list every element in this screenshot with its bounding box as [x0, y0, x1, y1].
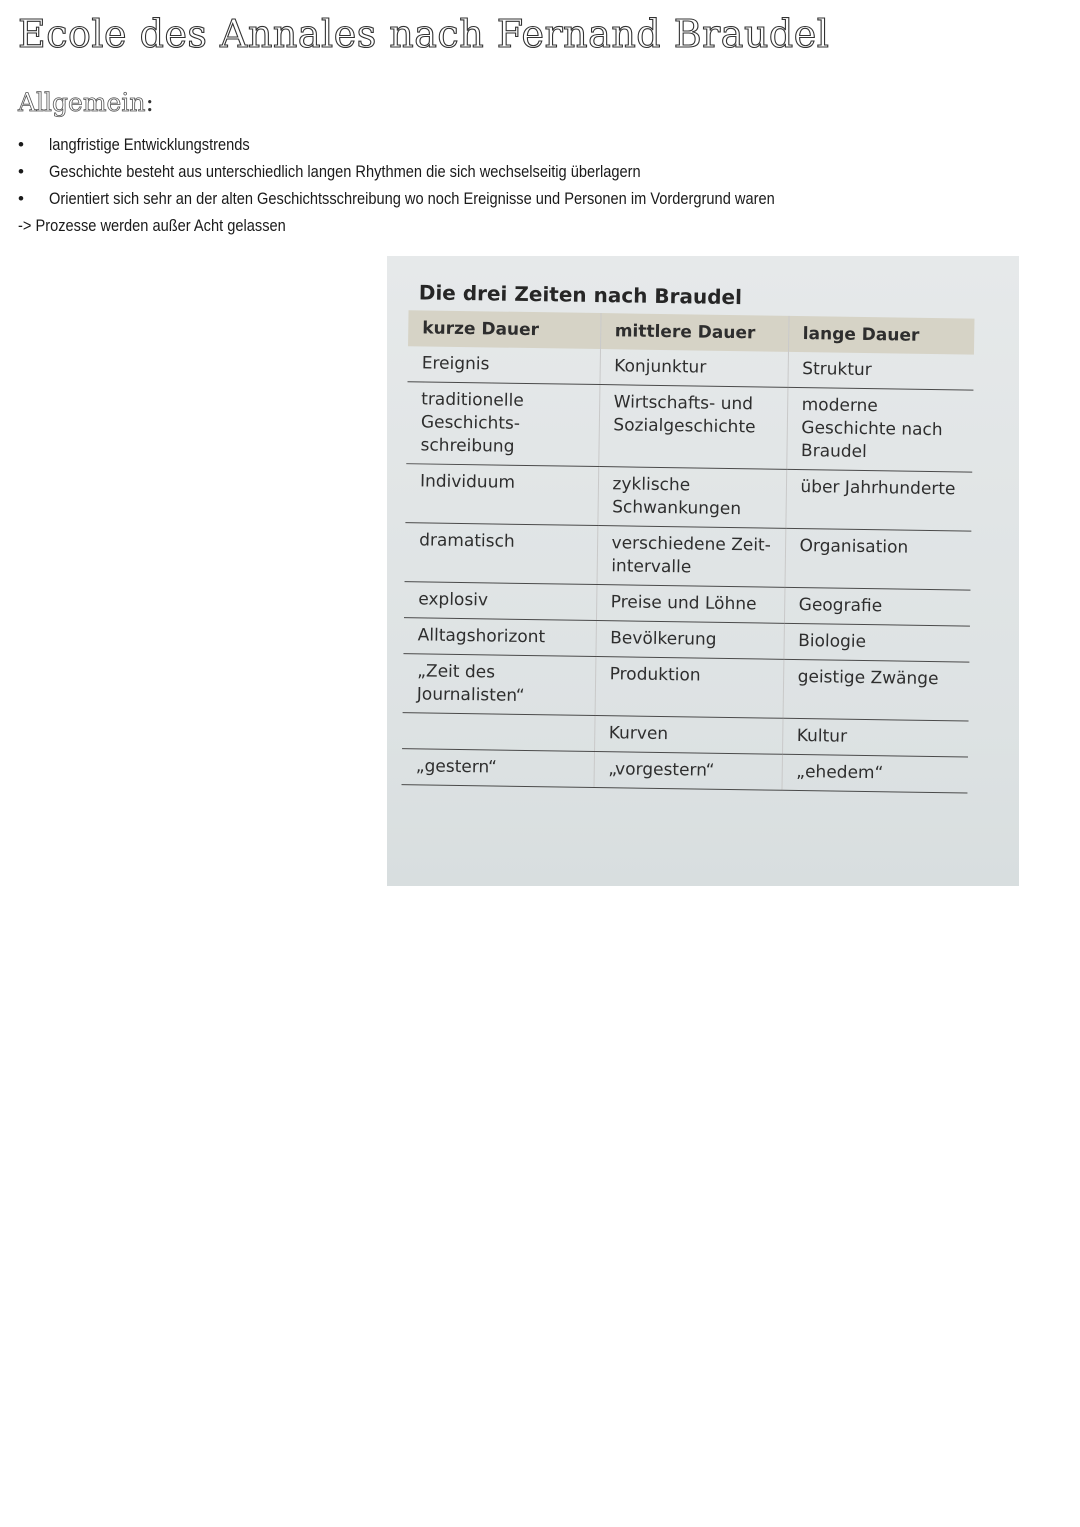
- table-cell: Konjunktur: [599, 349, 788, 387]
- document-title: Ecole des Annales nach Fernand Braudel: [18, 12, 830, 56]
- table-cell: verschiedene Zeit- intervalle: [597, 526, 786, 588]
- table-cell: „vorgestern“: [593, 752, 782, 791]
- table-cell: Biologie: [783, 623, 970, 662]
- table-cell: Struktur: [787, 352, 974, 390]
- bullet-text: Geschichte besteht aus unterschiedlich langen Rhythmen die sich wechselseitig überlagern: [49, 162, 641, 181]
- section-heading-allgemein: [18, 88, 154, 117]
- table-row: [402, 749, 968, 793]
- table-cell: „Zeit des Journalisten“: [403, 654, 596, 716]
- table-photo-content: [388, 280, 985, 794]
- table-cell: Wirtschafts- und Sozialgeschichte: [598, 385, 787, 470]
- table-row: [405, 523, 972, 590]
- table-title: Die drei Zeiten nach Braudel: [418, 280, 743, 310]
- table-row: [405, 464, 972, 531]
- table-cell: Ereignis: [407, 346, 600, 384]
- table-cell: Preise und Löhne: [596, 585, 785, 624]
- table-cell: Individuum: [405, 464, 598, 526]
- table-cell: Kurven: [594, 716, 783, 755]
- bullet-item: [18, 185, 893, 212]
- table-cell: zyklische Schwankungen: [597, 467, 786, 529]
- bullet-text: Orientiert sich sehr an der alten Geschichtsschreibung wo noch Ereignisse und Personen im Vordergrund waren: [49, 189, 775, 208]
- bullet-dot-icon: •: [18, 162, 24, 181]
- table-cell: dramatisch: [405, 523, 598, 585]
- bullet-dot-icon: •: [18, 135, 24, 154]
- section-heading-colon: :: [145, 88, 154, 117]
- table-cell: Alltagshorizont: [403, 618, 596, 657]
- table-cell: über Jahrhunderte: [785, 469, 972, 531]
- table-cell: „gestern“: [402, 749, 595, 788]
- column-header-long: lange Dauer: [788, 316, 975, 355]
- table-row: [406, 382, 973, 472]
- table-cell: „ehedem“: [781, 754, 968, 793]
- bullet-dot-icon: •: [18, 189, 24, 208]
- column-header-medium: mittlere Dauer: [600, 313, 789, 352]
- bullet-item: [18, 131, 893, 158]
- braudel-times-table: [402, 310, 975, 793]
- bullet-text: langfristige Entwicklungstrends: [49, 135, 250, 154]
- table-photo: [387, 256, 1019, 886]
- column-header-short: kurze Dauer: [408, 310, 601, 349]
- section-heading-text: Allgemein: [18, 88, 146, 117]
- table-row: [403, 654, 970, 721]
- table-cell: Organisation: [784, 528, 971, 590]
- table-cell: [402, 713, 595, 752]
- table-cell: traditionelle Geschichts- schreibung: [406, 382, 599, 467]
- bullet-list: [18, 131, 893, 212]
- table-cell: Kultur: [782, 718, 969, 757]
- table-cell: Produktion: [595, 657, 784, 719]
- table-cell: moderne Geschichte nach Braudel: [786, 387, 973, 472]
- table-cell: Bevölkerung: [595, 621, 784, 660]
- bullet-item: [18, 158, 893, 185]
- table-cell: explosiv: [404, 582, 597, 621]
- arrow-note: -> Prozesse werden außer Acht gelassen: [18, 216, 286, 235]
- table-cell: Geografie: [784, 587, 971, 626]
- table-cell: geistige Zwänge: [783, 659, 970, 721]
